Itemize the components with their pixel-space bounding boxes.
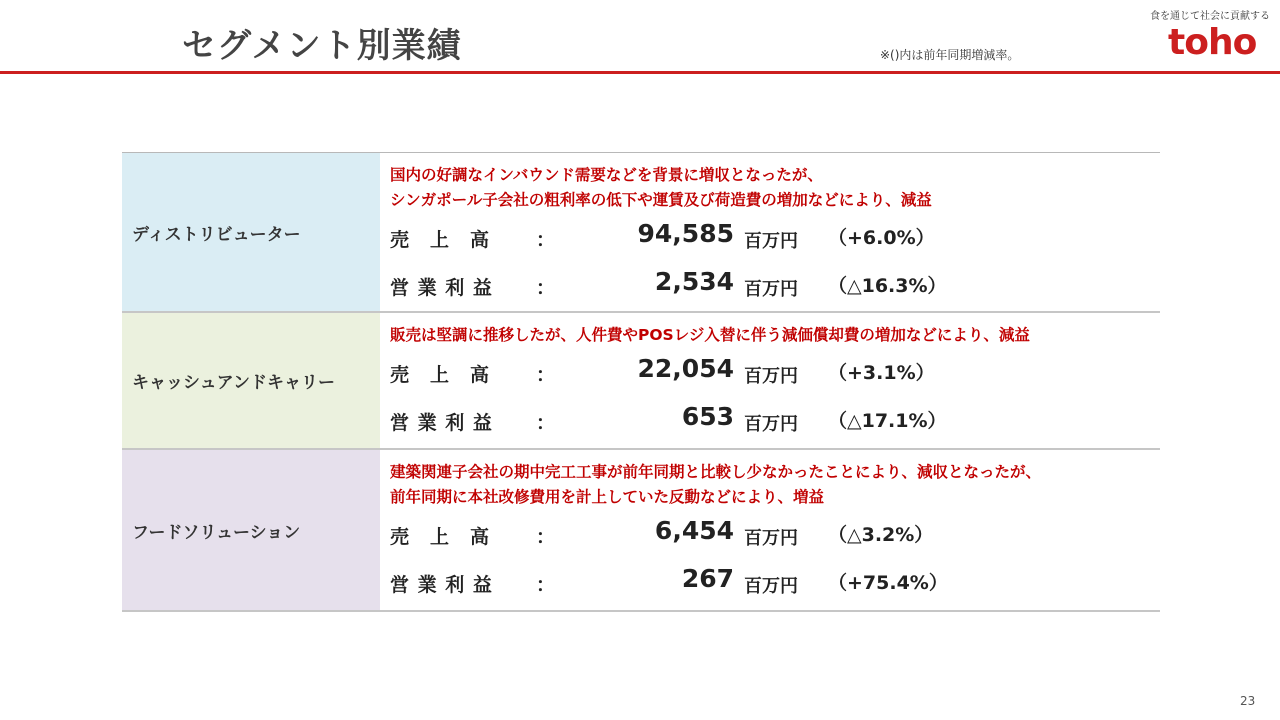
page-title: セグメント別業績	[182, 26, 462, 66]
segment-table	[122, 152, 1160, 612]
profit-change: （△17.1%）	[828, 410, 947, 432]
unit-label: 百万円	[744, 414, 798, 435]
profit-change: （△16.3%）	[828, 275, 947, 297]
colon: ：	[536, 229, 556, 251]
profit-row	[390, 558, 1160, 606]
profit-value: 653	[681, 402, 734, 431]
unit-label: 百万円	[744, 231, 798, 252]
sales-change: （+6.0%）	[828, 227, 935, 249]
segment-description-line: 販売は堅調に推移したが、人件費やPOSレジ入替に伴う減価償却費の増加などにより、減益	[390, 326, 1030, 344]
segment-description-line: シンガポール子会社の粗利率の低下や運賃及び荷造費の増加などにより、減益	[390, 191, 932, 209]
sales-value: 6,454	[654, 516, 734, 545]
sales-label: 売 上 高	[390, 229, 491, 251]
header-divider	[0, 71, 1280, 74]
profit-row	[390, 261, 1160, 309]
sales-value: 94,585	[637, 219, 734, 248]
colon: ：	[536, 574, 556, 596]
profit-row	[390, 396, 1160, 444]
segment-row	[122, 450, 1160, 612]
page-number: 23	[1240, 694, 1256, 708]
colon: ：	[536, 277, 556, 299]
segment-name: フードソリューション	[122, 450, 380, 610]
profit-value: 267	[681, 564, 734, 593]
unit-label: 百万円	[744, 279, 798, 300]
unit-label: 百万円	[744, 576, 798, 597]
segment-row	[122, 153, 1160, 313]
unit-label: 百万円	[744, 528, 798, 549]
profit-change: （+75.4%）	[828, 572, 948, 594]
segment-description-line: 前年同期に本社改修費用を計上していた反動などにより、増益	[390, 488, 825, 506]
sales-label: 売 上 高	[390, 526, 491, 548]
sales-row	[390, 510, 1160, 558]
colon: ：	[536, 364, 556, 386]
profit-label: 営 業 利 益	[390, 277, 493, 299]
unit-label: 百万円	[744, 366, 798, 387]
sales-row	[390, 213, 1160, 261]
sales-change: （△3.2%）	[828, 524, 934, 546]
segment-row	[122, 313, 1160, 450]
footnote-note: ※()内は前年同期増減率。	[880, 48, 1020, 62]
segment-body	[380, 153, 1160, 311]
colon: ：	[536, 412, 556, 434]
segment-description-line: 建築関連子会社の期中完工工事が前年同期と比較し少なかったことにより、減収となったが、	[390, 463, 1042, 481]
profit-value: 2,534	[654, 267, 734, 296]
sales-value: 22,054	[637, 354, 734, 383]
segment-name: ディストリビューター	[122, 153, 380, 311]
toho-logo: toho	[1168, 22, 1257, 63]
segment-body	[380, 313, 1160, 448]
segment-body	[380, 450, 1160, 610]
sales-row	[390, 348, 1160, 396]
segment-name: キャッシュアンドキャリー	[122, 313, 380, 448]
company-tagline: 食を通じて社会に貢献する	[1150, 11, 1270, 22]
sales-change: （+3.1%）	[828, 362, 935, 384]
profit-label: 営 業 利 益	[390, 412, 493, 434]
profit-label: 営 業 利 益	[390, 574, 493, 596]
colon: ：	[536, 526, 556, 548]
segment-description-line: 国内の好調なインバウンド需要などを背景に増収となったが、	[390, 166, 823, 184]
sales-label: 売 上 高	[390, 364, 491, 386]
